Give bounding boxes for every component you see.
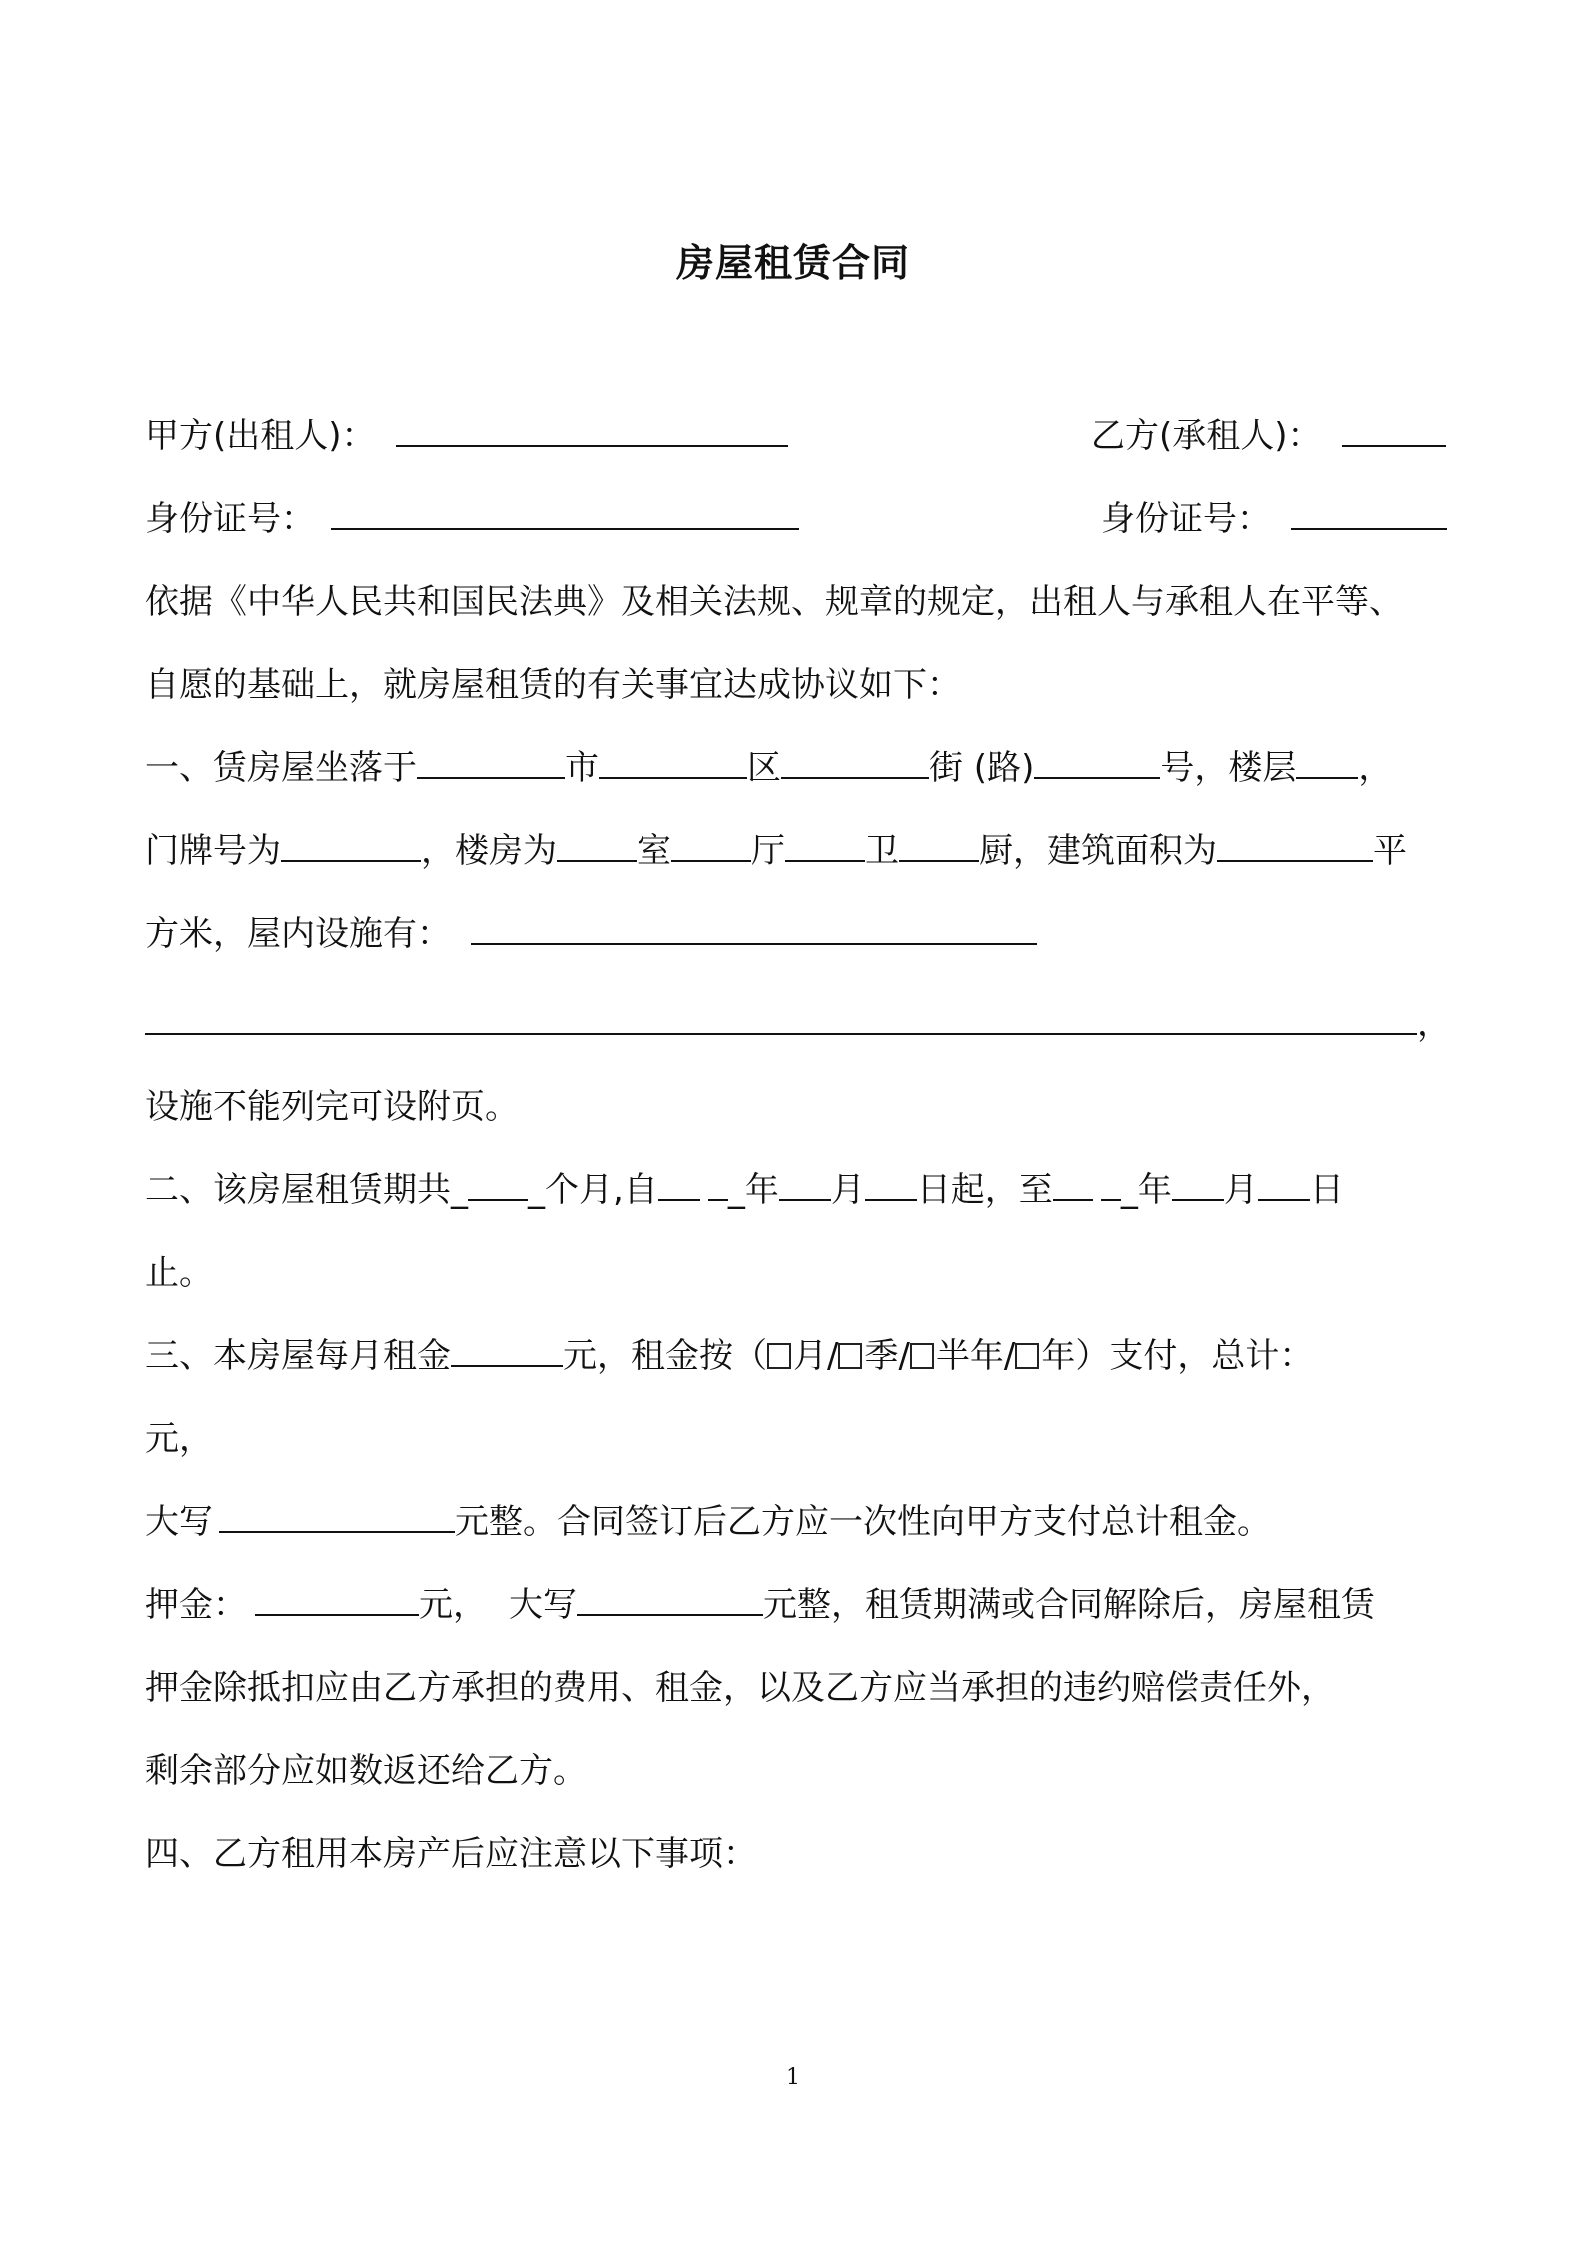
section-3-line-3 [145,1498,1455,1546]
s1-sqm-label: 方米，屋内设施有： [145,914,451,954]
party-a-field[interactable] [396,415,788,447]
end-year-field[interactable] [1053,1169,1093,1201]
section-1-line-4 [145,1000,1455,1048]
deposit-rest: 元整，租赁期满或合同解除后，房屋租赁 [763,1585,1375,1625]
section-2-line-1 [145,1166,1455,1214]
s1-building-label: ，楼房为 [421,831,557,871]
end-day-field[interactable] [1258,1169,1310,1201]
opt-month-label: 月/ [793,1336,839,1376]
start-year-field[interactable] [658,1169,700,1201]
s2-month2: 月 [1223,1170,1258,1210]
appendix-note: 设施不能列完可设附页。 [145,1087,519,1127]
deposit-amount-field[interactable] [255,1584,419,1616]
s1-end-comma: ， [1417,1004,1451,1044]
capital-rest: 元整。合同签订后乙方应一次性向甲方支付总计租金。 [455,1502,1271,1542]
section-3-line-1 [145,1332,1455,1380]
checkbox-quarter[interactable] [838,1343,862,1369]
party-b-group [1091,412,1446,460]
page-number: 1 [786,2065,800,2090]
id-a-field[interactable] [331,498,799,530]
s3-yuan-pay: 元，租金按（ [563,1336,767,1376]
street-field[interactable] [781,747,929,779]
facilities-continued-field[interactable] [145,1003,1417,1035]
checkbox-half-year[interactable] [910,1343,934,1369]
checkbox-year[interactable] [1015,1343,1039,1369]
s1-comma: ， [1358,748,1393,788]
party-b-field[interactable] [1342,415,1446,447]
section-1-line-2 [145,827,1455,875]
total-capital-field[interactable] [219,1501,455,1533]
s3-prefix: 三、本房屋每月租金 [145,1336,451,1376]
monthly-rent-field[interactable] [451,1335,563,1367]
id-row [145,495,1455,543]
section-3-line-2: 元， [145,1419,213,1459]
section-4-heading: 四、乙方租用本房产后应注意以下事项： [145,1834,757,1874]
s1-kitchen: 厨，建筑面积为 [979,831,1217,871]
bath-count-field[interactable] [785,830,865,862]
id-label-a: 身份证号： [145,499,315,539]
district-field[interactable] [599,747,747,779]
opt-quarter-label: 季/ [864,1336,910,1376]
section-1-line-3 [145,910,1455,958]
lease-months-field[interactable] [468,1169,528,1201]
s2-year2: _年 [1120,1170,1172,1210]
s2-day1: 日起，至 [916,1170,1053,1210]
s2-months: _个月,自 [528,1170,658,1210]
deposit-line-1 [145,1581,1455,1629]
id-label-b: 身份证号： [1101,499,1271,539]
room-count-field[interactable] [557,830,637,862]
parties-row [145,412,1455,460]
s1-ping: 平 [1373,831,1407,871]
hall-count-field[interactable] [671,830,751,862]
s1-city: 市 [565,748,599,788]
facilities-field[interactable] [471,913,1037,945]
end-month-field[interactable] [1172,1169,1224,1201]
s1-prefix: 一、赁房屋坐落于 [145,748,417,788]
intro-line-2: 自愿的基础上，就房屋租赁的有关事宜达成协议如下： [145,665,961,705]
door-number-field[interactable] [281,830,421,862]
floor-field[interactable] [1296,747,1358,779]
id-b-group [1101,495,1447,543]
deposit-capital-field[interactable] [577,1584,763,1616]
s1-room: 室 [637,831,671,871]
section-1-line-1 [145,744,1455,792]
deposit-capital-label: 大写 [509,1585,577,1625]
start-day-field[interactable] [865,1169,917,1201]
start-month-field[interactable] [779,1169,831,1201]
s1-number: 号，楼层 [1160,748,1297,788]
party-b-label: 乙方(承租人)： [1091,416,1322,456]
page-title: 房屋租赁合同 [675,241,910,285]
deposit-yuan: 元， [419,1585,487,1625]
s1-door-label: 门牌号为 [145,831,281,871]
party-a-label: 甲方(出租人)： [145,416,376,456]
area-field[interactable] [1217,830,1373,862]
s1-hall: 厅 [751,831,785,871]
kitchen-count-field[interactable] [899,830,979,862]
deposit-label: 押金： [145,1585,247,1625]
s2-prefix: 二、该房屋租赁期共_ [145,1170,468,1210]
s2-year1: _年 [727,1170,779,1210]
capital-label: 大写 [145,1502,213,1542]
end-year-field-2[interactable] [1101,1169,1121,1201]
section-2-line-2: 止。 [145,1253,213,1293]
s1-street: 街 (路) [929,748,1035,788]
deposit-line-3: 剩余部分应如数返还给乙方。 [145,1751,587,1791]
s2-month1: 月 [830,1170,865,1210]
city-field[interactable] [417,747,565,779]
checkbox-month[interactable] [767,1343,791,1369]
opt-half-label: 半年/ [935,1336,1016,1376]
deposit-line-2: 押金除抵扣应由乙方承担的费用、租金，以及乙方应当承担的违约赔偿责任外， [145,1668,1335,1708]
intro-line-1: 依据《中华人民共和国民法典》及相关法规、规章的规定，出租人与承租人在平等、 [145,582,1403,622]
start-year-field-2[interactable] [708,1169,728,1201]
number-field[interactable] [1034,747,1160,779]
opt-year-label: 年）支付，总计： [1041,1336,1314,1376]
s1-district: 区 [747,748,781,788]
id-b-field[interactable] [1291,498,1447,530]
s2-day2: 日 [1309,1170,1344,1210]
s1-bath: 卫 [865,831,899,871]
